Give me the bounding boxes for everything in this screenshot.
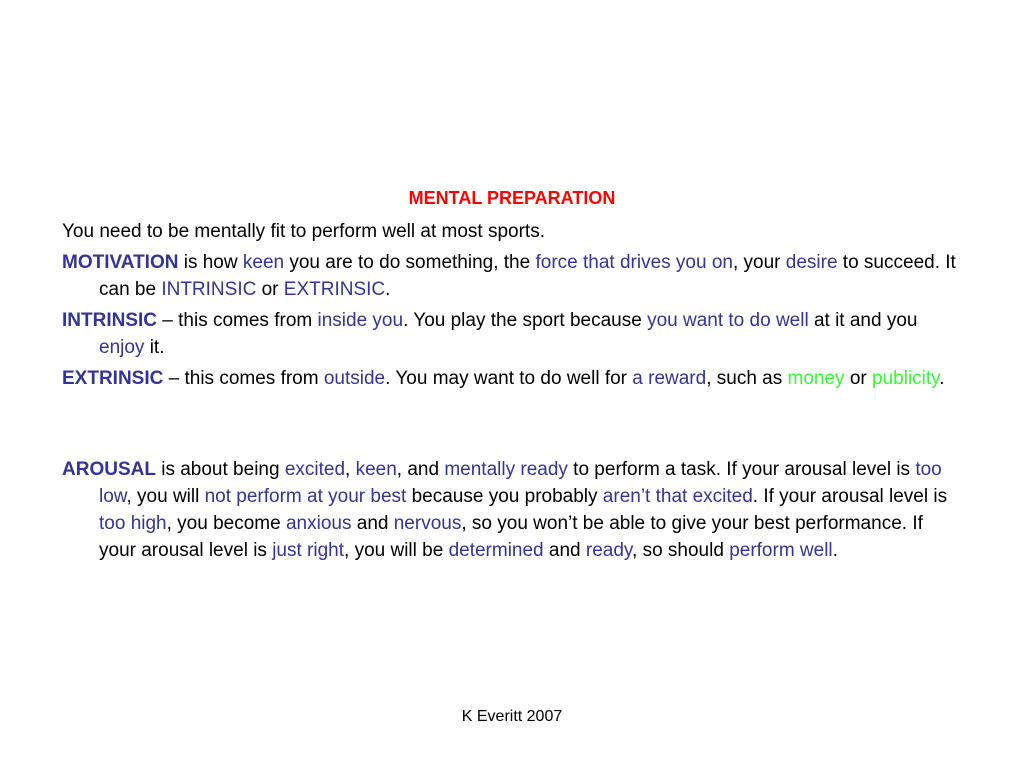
- intrinsic-text-1: – this comes from: [157, 310, 318, 331]
- arousal-paragraph: [62, 456, 962, 564]
- arousal-perform-well: perform well: [729, 540, 833, 561]
- arousal-excited: excited: [284, 459, 346, 480]
- motivation-keen: keen: [242, 252, 285, 273]
- arousal-too-low: too low: [99, 459, 942, 507]
- arousal-nervous: nervous: [393, 513, 462, 534]
- extrinsic-text-4: or: [844, 368, 873, 389]
- motivation-text-5: or: [256, 279, 284, 300]
- arousal-too-high: too high: [99, 513, 167, 534]
- intrinsic-term: INTRINSIC: [62, 310, 157, 331]
- extrinsic-text-2: . You may want to do well for: [385, 368, 633, 389]
- arousal-just-right: just right: [272, 540, 345, 561]
- intro-paragraph: [62, 218, 962, 245]
- arousal-text-8: , you become: [166, 513, 286, 534]
- intrinsic-paragraph: [62, 307, 962, 361]
- arousal-text-9: and: [351, 513, 394, 534]
- arousal-text-5: , you will: [126, 486, 205, 507]
- arousal-determined: determined: [448, 540, 544, 561]
- extrinsic-text-5: .: [939, 368, 945, 389]
- motivation-text-1: is how: [178, 252, 243, 273]
- extrinsic-term: EXTRINSIC: [62, 368, 164, 389]
- intrinsic-inside: inside you: [317, 310, 404, 331]
- motivation-extrinsic: EXTRINSIC: [283, 279, 386, 300]
- arousal-text-10: , so you won’t be able to give your best performance. If your arousal level is: [99, 513, 923, 561]
- arousal-text-6: because you probably: [406, 486, 603, 507]
- intrinsic-enjoy: enjoy: [99, 337, 145, 358]
- extrinsic-text-3: , such as: [706, 368, 788, 389]
- motivation-paragraph: [62, 249, 962, 303]
- footer-credit: K Everitt 2007: [461, 708, 563, 725]
- slide-title: MENTAL PREPARATION: [408, 188, 616, 208]
- arousal-text-13: , so should: [632, 540, 730, 561]
- motivation-intrinsic: INTRINSIC: [161, 279, 257, 300]
- arousal-not-perform: not perform at your best: [204, 486, 407, 507]
- motivation-text-2: you are to do something, the: [284, 252, 536, 273]
- motivation-force: force that drives you on: [535, 252, 733, 273]
- extrinsic-publicity: publicity: [872, 368, 940, 389]
- intrinsic-text-4: it.: [144, 337, 165, 358]
- arousal-term: AROUSAL: [62, 459, 156, 480]
- arousal-text-1: is about being: [155, 459, 285, 480]
- arousal-text-3: , and: [396, 459, 445, 480]
- motivation-desire: desire: [785, 252, 838, 273]
- arousal-text-11: , you will be: [344, 540, 449, 561]
- motivation-text-4: to succeed. It can be: [99, 252, 956, 300]
- arousal-text-12: and: [543, 540, 586, 561]
- motivation-term: MOTIVATION: [62, 252, 179, 273]
- arousal-text-4: to perform a task. If your arousal level is: [567, 459, 916, 480]
- motivation-text-6: .: [385, 279, 391, 300]
- extrinsic-reward: a reward: [632, 368, 707, 389]
- intro-text: You need to be mentally fit to perform well at most sports.: [62, 221, 545, 242]
- arousal-ready: ready: [585, 540, 633, 561]
- intrinsic-text-2: . You play the sport because: [403, 310, 648, 331]
- arousal-keen: keen: [355, 459, 397, 480]
- motivation-text-3: , your: [732, 252, 786, 273]
- extrinsic-money: money: [787, 368, 845, 389]
- extrinsic-paragraph: [62, 365, 962, 392]
- intrinsic-want: you want to do well: [647, 310, 809, 331]
- intrinsic-text-3: at it and you: [808, 310, 918, 331]
- arousal-text-7: . If your arousal level is: [752, 486, 948, 507]
- extrinsic-outside: outside: [323, 368, 386, 389]
- arousal-text-2: ,: [345, 459, 356, 480]
- arousal-anxious: anxious: [285, 513, 352, 534]
- extrinsic-text-1: – this comes from: [163, 368, 324, 389]
- arousal-mentally-ready: mentally ready: [444, 459, 568, 480]
- slide-body: [62, 218, 962, 568]
- arousal-text-14: .: [832, 540, 838, 561]
- arousal-not-excited: aren’t that excited: [602, 486, 753, 507]
